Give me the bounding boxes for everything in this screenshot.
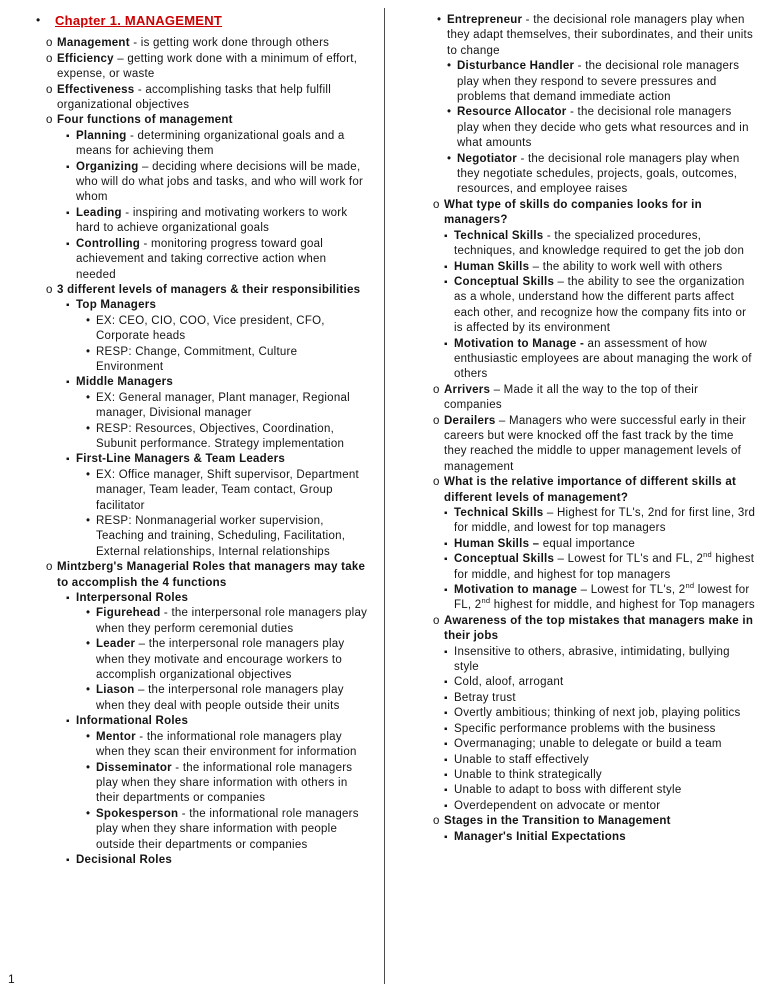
list-item: [396, 537, 756, 552]
text-segment: Disturbance Handler: [457, 60, 575, 73]
item-text: [96, 683, 368, 714]
text-segment: Entrepreneur: [447, 14, 523, 26]
bullet-level-2-icon: ▪: [444, 708, 448, 720]
text-segment: lowest for FL, 2: [454, 584, 750, 612]
item-text: [454, 783, 756, 798]
item-text: [76, 206, 368, 237]
bullet-level-2-icon: ▪: [444, 769, 448, 781]
list-item: [396, 229, 756, 260]
list-item: [396, 152, 756, 198]
item-text: [96, 422, 368, 453]
page-number: 1: [8, 972, 15, 986]
bullet-level-2-icon: ▪: [66, 130, 70, 142]
list-item: [396, 552, 756, 583]
bullet-level-2-icon: ▪: [444, 739, 448, 751]
item-text: [454, 260, 756, 275]
text-segment: - the informational role managers play when they share information with people outside their departments or companies: [96, 807, 359, 851]
bullet-level-2-icon: ▪: [444, 692, 448, 704]
item-text: [454, 691, 756, 706]
item-text: [444, 383, 756, 414]
item-text: [444, 614, 756, 645]
text-segment: Betray trust: [454, 691, 516, 704]
item-text: [96, 730, 368, 761]
list-item: [396, 414, 756, 476]
item-text: [57, 113, 368, 128]
item-text: [447, 13, 756, 59]
text-segment: - monitoring progress toward goal achievement and taking corrective action when needed: [76, 237, 327, 281]
bullet-level-2-icon: ▪: [66, 377, 70, 389]
bullet-level-2-icon: ▪: [444, 508, 448, 519]
list-item: [396, 275, 756, 337]
bullet-level-1-icon: o: [433, 815, 440, 828]
text-segment: Technical Skills: [454, 507, 544, 519]
bullet-level-1-icon: o: [433, 383, 440, 396]
text-segment: Mintzberg's Managerial Roles that managers may take to accomplish the 4 functions: [57, 561, 366, 589]
list-item: [8, 113, 368, 128]
text-segment: 3 different levels of managers & their responsibilities: [57, 283, 361, 296]
text-segment: Cold, aloof, arrogant: [454, 676, 564, 689]
list-item: [8, 237, 368, 283]
list-item: [396, 675, 756, 690]
bullet-level-2-icon: ▪: [66, 593, 70, 605]
item-text: [454, 337, 756, 383]
bullet-level-1-icon: o: [46, 283, 53, 296]
text-segment: Manager's Initial Expectations: [454, 830, 626, 843]
list-item: [396, 722, 756, 737]
bullet-level-2-icon: ▪: [66, 238, 70, 250]
bullet-level-2-icon: ▪: [444, 754, 448, 766]
text-segment: - the specialized procedures, techniques, and knowledge required to get the job don: [454, 229, 745, 258]
list-item: [396, 753, 756, 768]
text-segment: Interpersonal Roles: [76, 592, 189, 605]
bullet-level-3-icon: •: [86, 761, 91, 774]
text-segment: Liason: [96, 684, 135, 697]
bullet-level-3-icon: •: [437, 14, 442, 26]
list-item: [8, 129, 368, 160]
list-item: [8, 314, 368, 345]
list-item: [396, 783, 756, 798]
list-item: [396, 614, 756, 645]
bullet-level-2-icon: ▪: [66, 161, 70, 173]
text-segment: Unable to adapt to boss with different style: [454, 784, 682, 797]
item-text: [76, 129, 368, 160]
item-text: [454, 645, 756, 676]
item-text: [76, 714, 368, 729]
item-text: [96, 468, 368, 514]
text-segment: EX: General manager, Plant manager, Regional manager, Divisional manager: [96, 391, 350, 420]
text-segment: Overdependent on advocate or mentor: [454, 799, 661, 812]
text-segment: Technical Skills: [454, 229, 544, 242]
text-segment: Specific performance problems with the business: [454, 722, 716, 735]
bullet-level-1-icon: o: [433, 614, 440, 627]
list-item: [8, 714, 368, 729]
list-item: [8, 375, 368, 390]
list-item: [396, 799, 756, 814]
item-text: [57, 83, 368, 114]
item-text: [96, 391, 368, 422]
bullet-level-1-icon: o: [433, 198, 440, 211]
text-segment: nd: [481, 596, 491, 606]
text-segment: RESP: Resources, Objectives, Coordination, Subunit performance. Strategy implementation: [96, 422, 345, 450]
bullet-level-3-icon: •: [86, 391, 91, 404]
bullet-level-1-icon: o: [433, 414, 440, 427]
bullet-level-3-icon: •: [86, 314, 91, 327]
text-segment: – deciding where decisions will be made, who will do what jobs and tasks, and who will work for whom: [76, 160, 364, 204]
text-segment: EX: Office manager, Shift supervisor, Department manager, Team leader, Team contact, Group facilitator: [96, 468, 359, 512]
list-item: [8, 283, 368, 298]
text-segment: - the informational role managers play when they share information with others in their departments or companies: [96, 761, 353, 805]
list-item: [396, 198, 756, 229]
bullet-level-3-icon: •: [86, 638, 91, 651]
text-segment: - inspiring and motivating workers to work hard to achieve organizational goals: [76, 206, 348, 235]
bullet-level-3-icon: •: [86, 468, 91, 481]
bullet-level-2-icon: ▪: [444, 585, 448, 597]
text-segment: Figurehead: [96, 607, 161, 620]
list-item: [396, 13, 756, 59]
bullet-level-2-icon: ▪: [66, 716, 70, 728]
text-segment: - the interpersonal role managers play when they perform ceremonial duties: [96, 607, 368, 635]
chapter-heading: [8, 13, 368, 30]
item-text: [76, 452, 368, 467]
item-text: [444, 814, 756, 829]
list-item: [8, 36, 368, 51]
item-text: [457, 59, 756, 105]
list-item: [8, 206, 368, 237]
list-item: [8, 683, 368, 714]
text-segment: - is getting work done through others: [129, 37, 330, 50]
text-segment: highest for middle, and highest for top managers: [454, 553, 755, 581]
list-item: [396, 383, 756, 414]
bullet-level-2-icon: ▪: [444, 554, 448, 566]
text-segment: Disseminator: [96, 761, 172, 774]
item-text: [454, 275, 756, 337]
text-segment: Mentor: [96, 730, 136, 743]
text-segment: - the decisional role managers play when they negotiate schedules, projects, goals, outcomes, resources, and employee raises: [457, 152, 740, 196]
text-segment: First-Line Managers & Team Leaders: [76, 453, 285, 466]
right-column: [384, 13, 768, 845]
list-item: [8, 345, 368, 376]
text-segment: What is the relative importance of different skills at different levels of management?: [444, 476, 737, 504]
list-item: [8, 730, 368, 761]
bullet-level-1-icon: o: [46, 37, 53, 50]
text-segment: Organizing: [76, 160, 139, 173]
text-segment: Human Skills: [454, 260, 530, 273]
list-item: [396, 105, 756, 151]
list-item: [396, 583, 756, 614]
item-text: [454, 229, 756, 260]
text-segment: – the ability to see the organization as a whole, understand how the different parts affect each other, and recognize how the company fits into or is affected by its environment: [454, 275, 747, 335]
text-segment: Negotiator: [457, 152, 517, 165]
text-segment: - the decisional role managers play when they decide who gets what resources and in what amounts: [457, 106, 749, 150]
text-segment: RESP: Change, Commitment, Culture Environment: [96, 345, 298, 373]
text-segment: – Lowest for TL's and FL, 2: [554, 553, 704, 566]
item-text: [76, 298, 368, 313]
item-text: [57, 560, 368, 591]
text-segment: What type of skills do companies looks for in managers?: [444, 198, 702, 227]
item-text: [454, 830, 756, 845]
bullet-level-2-icon: ▪: [444, 276, 448, 288]
text-segment: – Made it all the way to the top of their companies: [444, 383, 699, 412]
item-text: [457, 105, 756, 151]
list-item: [8, 606, 368, 637]
list-item: [396, 830, 756, 845]
item-text: [454, 706, 756, 721]
text-segment: – the interpersonal role managers play when they motivate and encourage workers to accomplish organizational objectives: [96, 638, 345, 682]
bullet-level-2-icon: ▪: [444, 785, 448, 797]
text-segment: – Lowest for TL's, 2: [577, 584, 686, 597]
text-segment: Unable to staff effectively: [454, 753, 589, 766]
text-segment: Motivation to manage: [454, 584, 578, 597]
item-text: [457, 152, 756, 198]
item-text: [444, 475, 756, 506]
list-item: [396, 691, 756, 706]
bullet-level-2-icon: ▪: [444, 261, 448, 273]
item-text: [444, 414, 756, 476]
list-item: [396, 645, 756, 676]
list-item: [8, 83, 368, 114]
bullet-level-2-icon: ▪: [444, 230, 448, 242]
bullet-level-2-icon: ▪: [444, 723, 448, 735]
list-item: [8, 298, 368, 313]
list-item: [396, 59, 756, 105]
item-text: [444, 198, 756, 229]
text-segment: Middle Managers: [76, 376, 174, 389]
item-text: [96, 345, 368, 376]
list-item: [8, 452, 368, 467]
text-segment: Leader: [96, 638, 136, 651]
list-item: [396, 475, 756, 506]
item-text: [454, 552, 756, 583]
text-segment: Decisional Roles: [76, 853, 173, 866]
text-segment: Conceptual Skills: [454, 275, 555, 288]
text-segment: Controlling: [76, 237, 141, 250]
text-segment: Effectiveness: [57, 83, 135, 96]
item-text: [96, 606, 368, 637]
list-item: [8, 52, 368, 83]
text-segment: Four functions of management: [57, 114, 233, 127]
bullet-level-4-icon: •: [447, 152, 452, 165]
bullet-level-2-icon: ▪: [444, 831, 448, 843]
item-text: [454, 737, 756, 752]
text-segment: Motivation to Manage -: [454, 337, 585, 350]
bullet-level-2-icon: ▪: [444, 677, 448, 689]
item-text: [454, 583, 756, 614]
item-text: [96, 314, 368, 345]
left-column: [0, 13, 384, 868]
text-segment: Efficiency: [57, 52, 114, 65]
bullet-level-2-icon: ▪: [444, 646, 448, 658]
column-divider: [384, 8, 385, 984]
item-text: [76, 375, 368, 390]
text-segment: - the decisional role managers play when they respond to severe pressures and problems that demand immediate action: [457, 60, 740, 104]
item-text: [76, 853, 368, 868]
bullet-level-3-icon: •: [86, 730, 91, 743]
bullet-level-1-icon: o: [433, 476, 440, 489]
bullet-level-0-icon: •: [36, 13, 41, 27]
item-text: [57, 52, 368, 83]
list-item: [396, 737, 756, 752]
item-text: [55, 13, 368, 30]
item-text: [454, 675, 756, 690]
list-item: [8, 761, 368, 807]
item-text: [57, 36, 368, 51]
list-item: [8, 560, 368, 591]
bullet-level-3-icon: •: [86, 345, 91, 358]
list-item: [396, 506, 756, 537]
text-segment: Informational Roles: [76, 715, 189, 728]
text-segment: EX: CEO, CIO, COO, Vice president, CFO, Corporate heads: [96, 314, 325, 343]
bullet-level-2-icon: ▪: [66, 454, 70, 466]
text-segment: equal importance: [539, 537, 635, 550]
text-segment: Derailers: [444, 414, 496, 427]
list-item: [396, 337, 756, 383]
item-text: [76, 237, 368, 283]
text-segment: Overtly ambitious; thinking of next job, playing politics: [454, 707, 741, 720]
text-segment: - accomplishing tasks that help fulfill organizational objectives: [57, 83, 332, 112]
list-item: [8, 514, 368, 560]
text-segment: Human Skills –: [454, 537, 540, 550]
bullet-level-2-icon: ▪: [66, 207, 70, 219]
bullet-level-4-icon: •: [447, 60, 452, 73]
bullet-level-1-icon: o: [46, 114, 53, 127]
text-segment: Overmanaging; unable to delegate or build a team: [454, 738, 722, 751]
bullet-level-4-icon: •: [447, 106, 452, 119]
list-item: [396, 814, 756, 829]
text-segment: Management: [57, 37, 130, 50]
item-text: [96, 761, 368, 807]
list-item: [396, 706, 756, 721]
list-item: [396, 768, 756, 783]
item-text: [454, 753, 756, 768]
bullet-level-1-icon: o: [46, 561, 53, 574]
text-segment: an assessment of how enthusiastic employees are about managing the work of others: [454, 337, 752, 381]
text-segment: Spokesperson: [96, 807, 179, 820]
bullet-level-3-icon: •: [86, 684, 91, 697]
item-text: [96, 807, 368, 853]
item-text: [76, 160, 368, 206]
text-segment: Chapter 1. MANAGEMENT: [55, 13, 223, 28]
bullet-level-2-icon: ▪: [444, 538, 448, 550]
text-segment: - the decisional role managers play when they adapt themselves, their subordinates, and their units to change: [447, 14, 754, 57]
text-segment: RESP: Nonmanagerial worker supervision, Teaching and training, Scheduling, Facilitation, External relationships, Internal relationships: [96, 515, 346, 558]
text-segment: – Highest for TL's, 2nd for first line, 3rd for middle, and lowest for top managers: [454, 507, 756, 535]
bullet-level-1-icon: o: [46, 52, 53, 65]
text-segment: – the interpersonal role managers play when they deal with people outside their units: [96, 684, 344, 712]
text-segment: – the ability to work well with others: [529, 260, 723, 273]
item-text: [454, 722, 756, 737]
list-item: [8, 807, 368, 853]
item-text: [96, 514, 368, 560]
text-segment: Insensitive to others, abrasive, intimidating, bullying style: [454, 645, 730, 674]
list-item: [8, 468, 368, 514]
text-segment: Planning: [76, 129, 127, 142]
list-item: [396, 260, 756, 275]
bullet-level-3-icon: •: [86, 515, 91, 527]
text-segment: Awareness of the top mistakes that managers make in their jobs: [444, 614, 754, 643]
text-segment: – Managers who were successful early in their careers but were knocked off the fast track by the time they reached the middle to upper management levels of management: [444, 414, 747, 473]
text-segment: Conceptual Skills: [454, 553, 555, 566]
text-segment: Stages in the Transition to Management: [444, 815, 671, 828]
text-segment: Arrivers: [444, 383, 491, 396]
text-segment: nd: [703, 550, 712, 560]
item-text: [454, 506, 756, 537]
list-item: [8, 591, 368, 606]
text-segment: – getting work done with a minimum of effort, expense, or waste: [57, 52, 358, 81]
item-text: [454, 799, 756, 814]
text-segment: - determining organizational goals and a means for achieving them: [76, 129, 345, 158]
item-text: [454, 768, 756, 783]
item-text: [57, 283, 368, 298]
text-segment: Unable to think strategically: [454, 768, 602, 781]
list-item: [8, 391, 368, 422]
list-item: [8, 422, 368, 453]
bullet-level-2-icon: ▪: [444, 338, 448, 350]
bullet-level-3-icon: •: [86, 807, 91, 820]
text-segment: - the informational role managers play when they scan their environment for information: [96, 730, 357, 759]
text-segment: nd: [685, 581, 695, 591]
item-text: [76, 591, 368, 606]
bullet-level-2-icon: ▪: [444, 800, 448, 812]
bullet-level-3-icon: •: [86, 607, 91, 620]
text-segment: Top Managers: [76, 299, 157, 312]
bullet-level-2-icon: ▪: [66, 854, 70, 866]
bullet-level-1-icon: o: [46, 83, 53, 96]
text-segment: highest for middle, and highest for Top managers: [490, 599, 755, 612]
list-item: [8, 637, 368, 683]
list-item: [8, 160, 368, 206]
text-segment: Resource Allocator: [457, 106, 567, 119]
list-item: [8, 853, 368, 868]
bullet-level-2-icon: ▪: [66, 300, 70, 312]
bullet-level-3-icon: •: [86, 422, 91, 435]
text-segment: Leading: [76, 206, 122, 219]
item-text: [96, 637, 368, 683]
